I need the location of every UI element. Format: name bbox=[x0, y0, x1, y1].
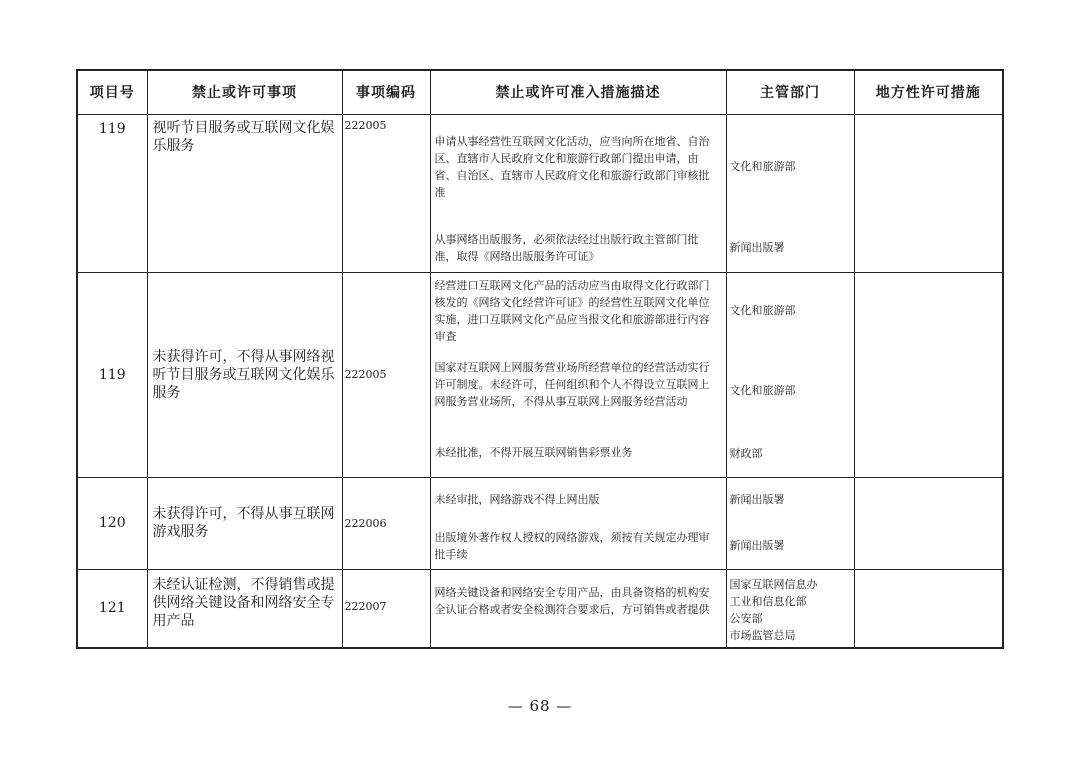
measure-descriptions bbox=[430, 114, 726, 272]
department-name: 工业和信息化部 bbox=[729, 594, 807, 608]
item-code: 222006 bbox=[342, 477, 430, 569]
measure-desc: 申请从事经营性互联网文化活动，应当向所在地省、自治区、直辖市人民政府文化和旅游行政部门提出申请，由省、自治区、直辖市人民政府文化和旅游行政部门审核批准 bbox=[434, 134, 710, 199]
item-name: 视听节目服务或互联网文化娱乐服务 bbox=[147, 114, 342, 272]
department-name: 市场监管总局 bbox=[729, 628, 796, 642]
item-code: 222005 bbox=[342, 114, 430, 272]
department-name: 文化和旅游部 bbox=[729, 303, 796, 317]
table-row bbox=[77, 114, 1003, 272]
permission-list-table bbox=[76, 69, 1004, 649]
departments bbox=[726, 477, 854, 569]
table-row bbox=[77, 569, 1003, 648]
local-measure-cell bbox=[854, 477, 1003, 569]
header-department: 主管部门 bbox=[726, 70, 854, 114]
department-name: 文化和旅游部 bbox=[729, 383, 796, 397]
department-name: 新闻出版署 bbox=[729, 240, 785, 254]
item-code: 222007 bbox=[342, 569, 430, 648]
measure-descriptions bbox=[430, 569, 726, 648]
page-number: — 68 — bbox=[507, 697, 573, 715]
departments bbox=[726, 569, 854, 648]
local-measure-cell bbox=[854, 114, 1003, 272]
measure-desc: 未经批准，不得开展互联网销售彩票业务 bbox=[434, 445, 633, 459]
table-header-row bbox=[77, 70, 1003, 114]
header-local-measures: 地方性许可措施 bbox=[854, 70, 1003, 114]
local-measure-cell bbox=[854, 272, 1003, 477]
department-name: 文化和旅游部 bbox=[729, 159, 796, 173]
departments bbox=[726, 272, 854, 477]
table-row bbox=[77, 272, 1003, 477]
measure-desc: 出版境外著作权人授权的网络游戏，须按有关规定办理审批手续 bbox=[434, 530, 710, 561]
item-number: 119 bbox=[77, 272, 147, 477]
departments bbox=[726, 114, 854, 272]
measure-descriptions bbox=[430, 477, 726, 569]
item-number: 119 bbox=[77, 114, 147, 272]
item-code: 222005 bbox=[342, 272, 430, 477]
item-name: 未获得许可，不得从事互联网游戏服务 bbox=[147, 477, 342, 569]
department-name: 新闻出版署 bbox=[729, 492, 785, 506]
local-measure-cell bbox=[854, 569, 1003, 648]
table-row bbox=[77, 477, 1003, 569]
measure-desc: 经营进口互联网文化产品的活动应当由取得文化行政部门核发的《网络文化经营许可证》的经营性互联网文化单位实施，进口互联网文化产品应当报文化和旅游部进行内容审查 bbox=[434, 278, 710, 343]
measure-desc: 网络关键设备和网络安全专用产品，由具备资格的机构安全认证合格或者安全检测符合要求后，方可销售或者提供 bbox=[434, 585, 710, 616]
item-name: 未获得许可，不得从事网络视听节目服务或互联网文化娱乐服务 bbox=[147, 272, 342, 477]
measure-desc: 国家对互联网上网服务营业场所经营单位的经营活动实行许可制度。未经许可，任何组织和个人不得设立互联网上网服务营业场所，不得从事互联网上网服务经营活动 bbox=[434, 360, 710, 408]
item-number: 120 bbox=[77, 477, 147, 569]
item-number: 121 bbox=[77, 569, 147, 648]
header-item-no: 项目号 bbox=[77, 70, 147, 114]
department-name: 新闻出版署 bbox=[729, 538, 785, 552]
department-name: 财政部 bbox=[729, 446, 763, 460]
header-item-name: 禁止或许可事项 bbox=[147, 70, 342, 114]
measure-desc: 从事网络出版服务，必须依法经过出版行政主管部门批准，取得《网络出版服务许可证》 bbox=[434, 232, 699, 263]
header-measure-desc: 禁止或许可准入措施描述 bbox=[430, 70, 726, 114]
measure-desc: 未经审批，网络游戏不得上网出版 bbox=[434, 492, 600, 506]
item-name: 未经认证检测，不得销售或提供网络关键设备和网络安全专用产品 bbox=[147, 569, 342, 648]
department-name: 公安部 bbox=[729, 611, 763, 625]
header-item-code: 事项编码 bbox=[342, 70, 430, 114]
department-name: 国家互联网信息办 bbox=[729, 577, 818, 591]
measure-descriptions bbox=[430, 272, 726, 477]
